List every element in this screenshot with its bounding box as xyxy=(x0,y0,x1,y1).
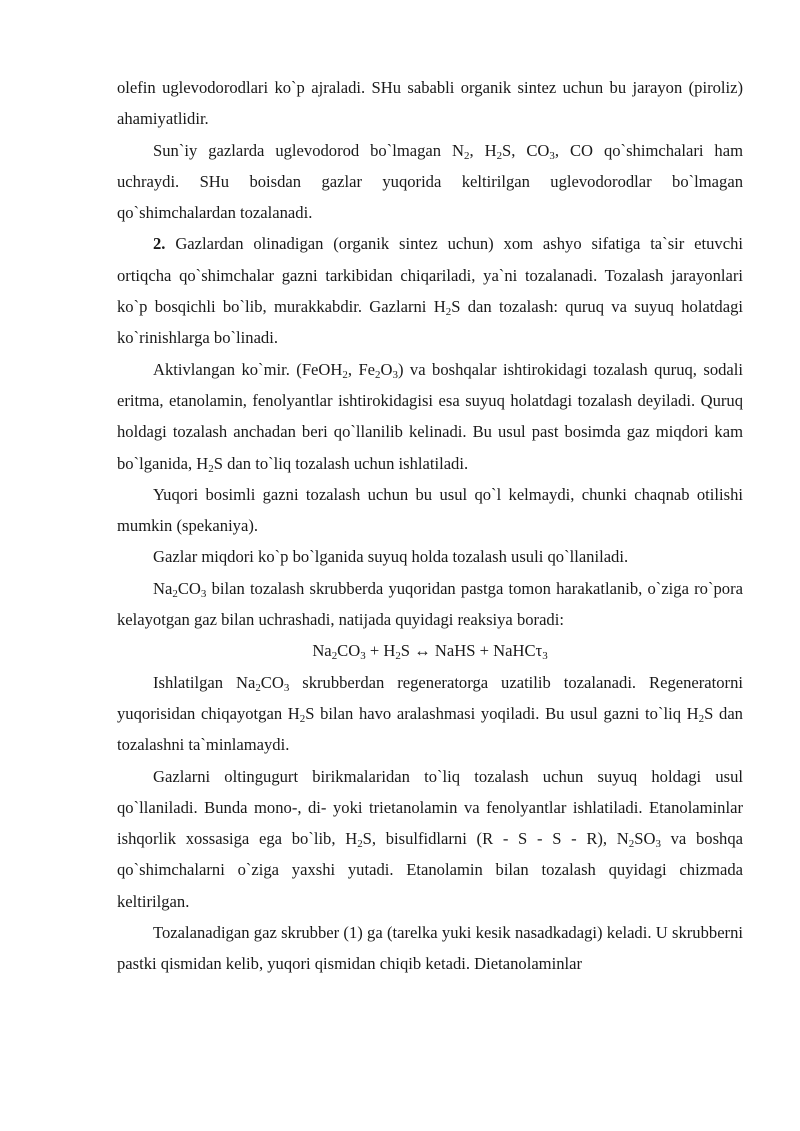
reaction-equation: $Na_2CO_3 + H_2S$ ↔ NaHS + NaHCτ$_3$ xyxy=(312,641,548,663)
section-number: 2. xyxy=(153,234,166,254)
paragraph-ethanolamine: Gazlarni oltingugurt birikmalaridan to`liq tozalash uchun suyuq holdagi usul qo`llaniladi. Bunda mono-, di- yoki trietanolamin va fenolyantlar ishlatiladi. Etanolaminlar ishqorlik xossasiga ega bo`lib, $H_2S$, bisulfidlarni (R - S - S - R), $N_2SO_3$ va boshqa qo`shimchalarni o`ziga yaxshi yutadi. Etanolamin bilan tozalash quyidagi chizmada keltirilgan. xyxy=(117,766,743,911)
paragraph-soda-scrubber: $Na_2CO_3$ bilan tozalash skrubberda yuqoridan pastga tomon harakatlanib, o`ziga ro`pora kelayotgan gaz bilan uchrashadi, natijada quyidagi reaksiya boradi: xyxy=(117,578,743,630)
document-page xyxy=(117,72,743,980)
paragraph-liquid-method: Gazlar miqdori ko`p bo`lganida suyuq holda tozalash usuli qo`llaniladi. xyxy=(153,547,629,567)
paragraph-olefin: olefin uglevodorodlari ko`p ajraladi. SHu sababli organik sintez uchun bu jarayon (piroliz) ahamiyatlidir. xyxy=(117,78,743,129)
paragraph-purification xyxy=(117,228,743,353)
paragraph-activated-carbon: Aktivlangan ko`mir. (FeOH$_2$, $Fe_2O_3$) va boshqalar ishtirokidagi tozalash quruq, sodali eritma, etanolamin, fenolyantlar ishtirokidagisi esa suyuq holatdagi tozalash deyiladi. Quruq holdagi tozalash anchadan beri qo`llanilib kelinadi. Bu usul past bosimda gaz miqdori kam bo`lganida, $H_2S$ dan to`liq tozalash uchun ishlatiladi. xyxy=(117,359,744,475)
paragraph-high-pressure: Yuqori bosimli gazni tozalash uchun bu usul qo`l kelmaydi, chunki chaqnab otilishi mumkin (spekaniya). xyxy=(117,484,743,536)
paragraph-purification-text: Gazlardan olinadigan (organik sintez uchun) xom ashyo sifatiga ta`sir etuvchi ortiqcha qo`shimchalar gazni tarkibidan chiqariladi, ya`ni tozalanadi. Tozalash jarayonlari ko`p bosqichli bo`lib, murakkabdir. Gazlarni $H_2S$ dan tozalash: quruq va suyuq holatdagi ko`rinishlarga bo`linadi. xyxy=(117,234,744,348)
paragraph-regenerator: Ishlatilgan $Na_2CO_3$ skrubberdan regeneratorga uzatilib tozalanadi. Regeneratorni yuqorisidan chiqayotgan $H_2S$ bilan havo aralashmasi yoqiladi. Bu usul gazni to`liq $H_2S$ dan tozalashni ta`minlamaydi. xyxy=(117,672,743,755)
paragraph-artificial-gases: Sun`iy gazlarda uglevodorod bo`lmagan $N_2$, $H_2S$, $CO_3$, CO qo`shimchalari ham uchraydi. SHu boisdan gazlar yuqorida keltirilgan uglevodorodlar bo`lmagan qo`shimchalardan tozalanadi. xyxy=(117,140,744,223)
paragraph-scrubber-flow: Tozalanadigan gaz skrubber (1) ga (tarelka yuki kesik nasadkadagi) keladi. U skrubberni pastki qismidan kelib, yuqori qismidan chiqib ketadi. Dietanolaminlar xyxy=(117,923,743,974)
